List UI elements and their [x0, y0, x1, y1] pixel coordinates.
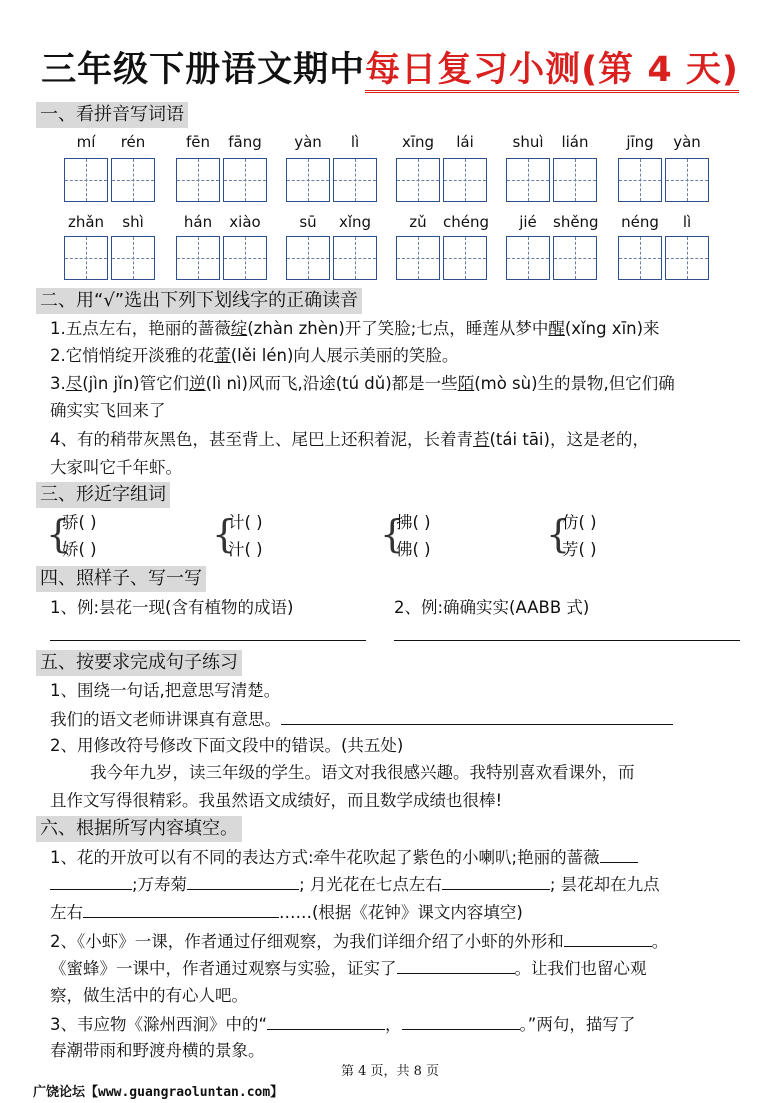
answer-line-1[interactable] — [50, 640, 366, 641]
character-grid[interactable] — [618, 158, 712, 202]
character-grid[interactable] — [396, 236, 490, 280]
pinyin-label: sū — [299, 213, 317, 231]
answer-blank[interactable] — [187, 871, 299, 890]
question-5-1: 1、围绕一句话,把意思写清楚。 — [50, 681, 281, 700]
pinyin-label: hán — [183, 213, 213, 231]
character-grid[interactable] — [64, 236, 158, 280]
tianzige-box[interactable] — [553, 158, 597, 202]
text: 3. — [50, 374, 66, 393]
pinyin-label: zǔ — [409, 213, 427, 231]
text: ……(根据《花钟》课文内容填空) — [279, 903, 523, 922]
underlined-char: 蕾 — [214, 346, 231, 365]
character-grid[interactable] — [506, 158, 600, 202]
text: ， — [385, 1015, 402, 1034]
question-5-1-sentence — [50, 706, 673, 733]
tianzige-box[interactable] — [443, 236, 487, 280]
pinyin-label: lián — [561, 133, 589, 151]
section-3-heading: 三、形近字组词 — [36, 482, 170, 508]
pinyin-label: zhǎn — [67, 213, 105, 231]
answer-blank[interactable] — [442, 871, 550, 890]
underlined-char: 尽 — [65, 374, 83, 393]
tianzige-box[interactable] — [506, 236, 550, 280]
tianzige-box[interactable] — [286, 236, 330, 280]
example-2: 2、例:确确实实(AABB 式) — [394, 598, 590, 617]
pinyin-label: lì — [682, 213, 692, 231]
question-6-1-cont — [50, 871, 660, 898]
question-2-4 — [50, 427, 649, 453]
underlined-char: 醒 — [548, 319, 565, 338]
question-6-2-end: 察，做生活中的有心人吧。 — [50, 986, 248, 1005]
underlined-char: 绽 — [230, 319, 248, 338]
question-6-1-end — [50, 899, 523, 926]
pair-top[interactable]: 拂( ) — [396, 513, 431, 532]
question-5-2: 2、用修改符号修改下面文段中的错误。(共五处) — [50, 736, 404, 755]
footer-site: 广饶论坛【www.guangraoluntan.com】 — [33, 1085, 284, 1100]
tianzige-box[interactable] — [665, 158, 709, 202]
underlined-char: 逆 — [189, 374, 206, 393]
text: (mò sù)生的景物,但它们确 — [474, 374, 675, 393]
text: 2、《小虾》一课，作者通过仔细观察，为我们详细介绍了小虾的外形和 — [50, 932, 564, 951]
pair-top[interactable]: 仿( ) — [562, 513, 597, 532]
pinyin-label: jié — [519, 213, 537, 231]
text: 3、韦应物《滁州西涧》中的“ — [50, 1015, 268, 1034]
section-5-heading: 五、按要求完成句子练习 — [36, 650, 242, 676]
character-grid[interactable] — [618, 236, 712, 280]
tianzige-box[interactable] — [176, 236, 220, 280]
tianzige-box[interactable] — [64, 236, 108, 280]
answer-blank[interactable] — [281, 706, 673, 725]
pinyin-label: jīng — [626, 133, 654, 151]
tianzige-box[interactable] — [111, 158, 155, 202]
text: 。 — [651, 932, 669, 951]
pair-top[interactable]: 骄( ) — [62, 513, 97, 532]
character-grid[interactable] — [176, 158, 270, 202]
brace-icon: { — [546, 512, 571, 556]
tianzige-box[interactable] — [618, 158, 662, 202]
question-6-2-cont — [50, 955, 647, 982]
question-6-2 — [50, 928, 668, 955]
pinyin-label: shuì — [512, 133, 544, 151]
tianzige-box[interactable] — [443, 158, 487, 202]
pinyin-label: xīng — [401, 133, 435, 151]
tianzige-box[interactable] — [176, 158, 220, 202]
brace-icon: { — [212, 512, 237, 556]
text: 1.五点左右，艳丽的蔷 — [50, 319, 215, 338]
text: (lì nì)风而飞,沿途(tú dǔ)都是一些 — [205, 374, 458, 393]
page-number: 第 4 页，共 8 页 — [340, 1064, 440, 1079]
text: (xǐng xīn)来 — [564, 319, 660, 338]
question-2-1 — [50, 316, 660, 342]
pinyin-label: rén — [120, 133, 146, 151]
question-6-3-end: 春潮带雨和野渡舟横的景象。 — [50, 1041, 265, 1060]
text: ; 昙花却在九点 — [549, 875, 660, 894]
character-grid[interactable] — [396, 158, 490, 202]
example-1: 1、例:昙花一现(含有植物的成语) — [50, 598, 294, 617]
page-title — [0, 46, 780, 94]
pair-bottom[interactable]: 芳( ) — [562, 540, 597, 559]
text: ;万寿菊 — [132, 875, 188, 894]
question-2-4-cont: 大家叫它千年虾。 — [50, 458, 182, 477]
answer-blank[interactable] — [397, 955, 515, 974]
text: 2.它悄悄绽开淡雅的花 — [50, 346, 215, 365]
answer-blank[interactable] — [402, 1011, 520, 1030]
text: ; 月光花在七点左右 — [299, 875, 442, 894]
tianzige-box[interactable] — [111, 236, 155, 280]
text: 左右 — [50, 903, 83, 922]
pinyin-label: fēn — [185, 133, 211, 151]
text: (tái tāi)，这是老的， — [489, 430, 649, 449]
tianzige-box[interactable] — [396, 158, 440, 202]
pair-bottom[interactable]: 汁( ) — [228, 540, 263, 559]
pinyin-label: xǐng — [338, 213, 372, 231]
tianzige-box[interactable] — [618, 236, 662, 280]
character-grid[interactable] — [176, 236, 270, 280]
pinyin-label: shěng — [553, 213, 599, 231]
tianzige-box[interactable] — [286, 158, 330, 202]
question-6-3 — [50, 1011, 635, 1038]
text: 4、有的稍带灰黑色，甚至背上、尾巴上还积着泥，长着青 — [50, 430, 473, 449]
character-grid[interactable] — [286, 158, 380, 202]
text: (lěi lén)向人展示美丽的笑脸。 — [230, 346, 459, 365]
text: 。”两句，描写了 — [519, 1015, 636, 1034]
pinyin-label: fāng — [228, 133, 262, 151]
text: 我们的语文老师讲课真有意思。 — [50, 710, 281, 729]
text: 薇 — [214, 319, 231, 338]
answer-blank[interactable] — [50, 871, 132, 890]
answer-blank[interactable] — [267, 1011, 385, 1030]
character-grid[interactable] — [506, 236, 600, 280]
tianzige-box[interactable] — [333, 158, 377, 202]
text: 《蜜蜂》一课中，作者通过观察与实验，证实了 — [50, 959, 397, 978]
question-2-3 — [50, 371, 675, 397]
pair-top[interactable]: 计( ) — [228, 513, 263, 532]
title-black: 三年级下册语文期中 — [41, 50, 366, 90]
tianzige-box[interactable] — [553, 236, 597, 280]
tianzige-box[interactable] — [223, 236, 267, 280]
question-2-3-cont: 确实实飞回来了 — [50, 401, 166, 420]
pinyin-label: lì — [350, 133, 360, 151]
underlined-char: 苔 — [473, 430, 490, 449]
section-2-heading: 二、用“√”选出下列下划线字的正确读音 — [36, 288, 362, 314]
pinyin-label: mí — [76, 133, 96, 151]
brace-icon: { — [380, 512, 405, 556]
pinyin-label: xiào — [229, 213, 261, 231]
pair-bottom[interactable]: 娇( ) — [62, 540, 97, 559]
question-6-1 — [50, 844, 638, 871]
pinyin-label: shì — [122, 213, 144, 231]
answer-blank[interactable] — [600, 844, 638, 863]
brace-icon: { — [46, 512, 71, 556]
character-grid[interactable] — [64, 158, 158, 202]
text: 1、花的开放可以有不同的表达方式:牵牛花吹起了紫色的小喇叭;艳丽的蔷薇 — [50, 848, 600, 867]
pinyin-label: chéng — [443, 213, 490, 231]
pinyin-label: yàn — [294, 133, 322, 151]
pinyin-label: yàn — [673, 133, 701, 151]
paragraph-line-1: 我今年九岁，读三年级的学生。语文对我很感兴趣。我特别喜欢看课外，而 — [90, 763, 635, 782]
answer-line-2[interactable] — [394, 640, 740, 641]
section-4-heading: 四、照样子、写一写 — [36, 566, 206, 592]
answer-blank[interactable] — [564, 928, 652, 947]
pair-bottom[interactable]: 佛( ) — [396, 540, 431, 559]
character-grid[interactable] — [286, 236, 380, 280]
tianzige-box[interactable] — [333, 236, 377, 280]
tianzige-box[interactable] — [223, 158, 267, 202]
tianzige-box[interactable] — [665, 236, 709, 280]
text: (jìn jǐn)管它们 — [82, 374, 190, 393]
tianzige-box[interactable] — [396, 236, 440, 280]
underlined-char: 陌 — [457, 374, 475, 393]
answer-blank[interactable] — [83, 899, 279, 918]
tianzige-box[interactable] — [64, 158, 108, 202]
question-2-2 — [50, 343, 458, 369]
pinyin-label: lái — [456, 133, 474, 151]
tianzige-box[interactable] — [506, 158, 550, 202]
paragraph-line-2: 且作文写得很精彩。我虽然语文成绩好，而且数学成绩也很棒! — [50, 791, 503, 810]
section-6-heading: 六、根据所写内容填空。 — [36, 816, 242, 842]
text: (zhàn zhèn)开了笑脸;七点，睡莲从梦中 — [247, 319, 549, 338]
section-1-heading: 一、看拼音写词语 — [36, 102, 188, 128]
title-red: 每日复习小测(第 4 天) — [365, 50, 739, 93]
pinyin-label: néng — [621, 213, 659, 231]
text: 。让我们也留心观 — [514, 959, 647, 978]
